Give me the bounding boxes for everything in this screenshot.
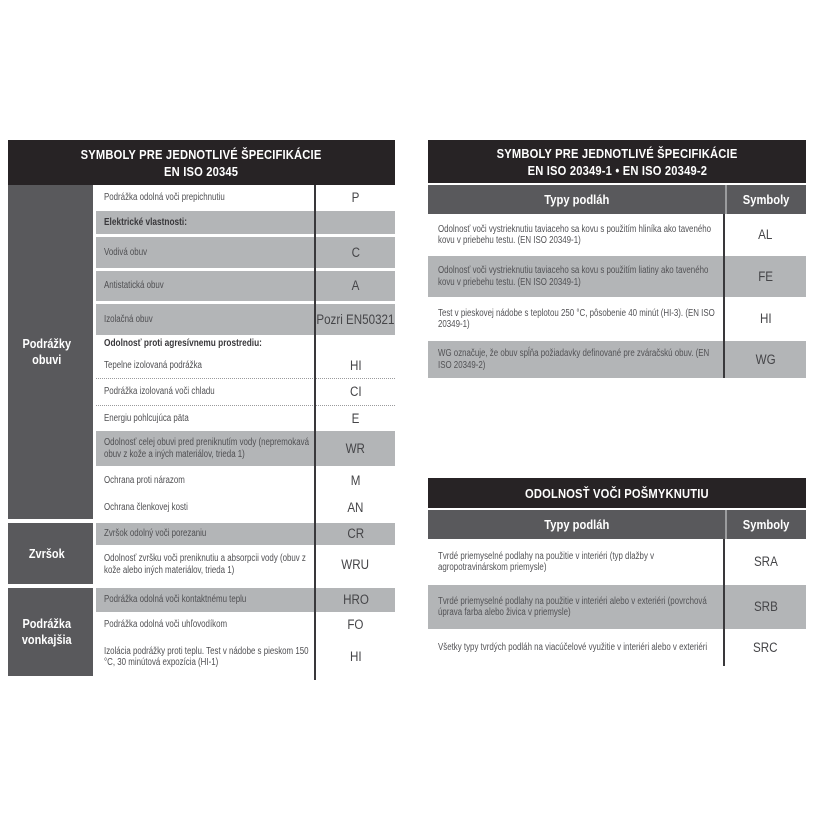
table-row bbox=[96, 185, 395, 211]
table-row bbox=[96, 237, 395, 268]
group-label: Podrážka vonkajšia bbox=[8, 588, 93, 676]
table-row bbox=[96, 638, 395, 676]
row-symbol: CI bbox=[349, 384, 362, 399]
row-desc: Podrážka odolná voči prepichnutiu bbox=[104, 192, 225, 204]
row-desc: Tepelne izolovaná podrážka bbox=[104, 359, 202, 371]
row-symbol: SRA bbox=[753, 554, 778, 569]
row-symbol: A bbox=[351, 278, 360, 293]
column-headers bbox=[428, 185, 806, 214]
row-symbol: HRO bbox=[342, 592, 369, 607]
table-title bbox=[428, 140, 806, 183]
row-symbol: HI bbox=[759, 311, 772, 326]
row-desc: Antistatická obuv bbox=[104, 280, 164, 292]
row-desc: Elektrické vlastnosti: bbox=[104, 215, 187, 228]
table-title bbox=[428, 478, 806, 508]
row-desc: Vodivá obuv bbox=[104, 246, 148, 258]
table-row bbox=[428, 256, 806, 297]
column-divider bbox=[723, 214, 725, 378]
table-row bbox=[96, 612, 395, 638]
row-desc: Energiu pohlcujúca päta bbox=[104, 412, 189, 424]
column-headers bbox=[428, 510, 806, 539]
table-row bbox=[428, 539, 806, 585]
row-desc: WG označuje, že obuv spĺňa požiadavky definované pre zváračskú obuv. (EN ISO 20349-2) bbox=[438, 348, 710, 371]
table-title-line1: ODOLNOSŤ VOČI POŠMYKNUTIU bbox=[525, 485, 709, 501]
row-symbol: FO bbox=[347, 617, 364, 632]
row-desc: Odolnosť voči vystrieknutiu taviaceho sa kovu s použitím liatiny ako taveného kovu v priebehu testu. (EN ISO 20349-1) bbox=[438, 265, 709, 288]
col-header-types: Typy podláh bbox=[543, 517, 610, 532]
group-zvrsok bbox=[8, 523, 395, 584]
table-title-line2: EN ISO 20349-1 • EN ISO 20349-2 bbox=[527, 162, 707, 178]
table-title bbox=[8, 140, 395, 185]
row-symbol: SRB bbox=[753, 599, 778, 614]
table-row bbox=[96, 379, 395, 406]
row-desc: Podrážka izolovaná voči chladu bbox=[104, 386, 215, 398]
row-symbol: WR bbox=[345, 440, 366, 456]
table-row bbox=[428, 629, 806, 666]
col-header-symbols: Symboly bbox=[725, 185, 806, 214]
col-header-types: Typy podláh bbox=[543, 192, 610, 207]
spec-table-en-iso-20349 bbox=[428, 140, 806, 378]
row-desc: Odolnosť proti agresívnemu prostrediu: bbox=[104, 337, 262, 350]
row-desc: Odolnosť zvršku voči preniknutiu a absorpcii vody (obuv z kože alebo iných materiálov, trieda 1) bbox=[104, 553, 306, 576]
row-desc: Odolnosť voči vystrieknutiu taviaceho sa kovu s použitím hliníka ako taveného kovu v priebehu testu. (EN ISO 20349-1) bbox=[438, 223, 712, 246]
table-row bbox=[96, 335, 395, 353]
row-symbol: SRC bbox=[753, 639, 778, 655]
row-symbol: HI bbox=[349, 357, 362, 373]
row-desc: Podrážka odolná voči kontaktnému teplu bbox=[104, 594, 247, 606]
table-row bbox=[96, 304, 395, 335]
row-desc: Všetky typy tvrdých podláh na viacúčelové využitie v interiéri alebo v exteriéri bbox=[438, 641, 708, 653]
table-row bbox=[96, 545, 395, 584]
table-row bbox=[96, 496, 395, 519]
row-desc: Ochrana členkovej kosti bbox=[104, 501, 188, 513]
row-symbol: HI bbox=[349, 649, 362, 664]
row-desc: Tvrdé priemyselné podlahy na použitie v interiéri alebo v exteriéri (povrchová úprava farba alebo živica v priemysle) bbox=[438, 595, 707, 618]
row-symbol: E bbox=[351, 410, 360, 426]
table-row bbox=[96, 523, 395, 545]
row-desc: Test v pieskovej nádobe s teplotou 250 °C, pôsobenie 40 minút (HI-3). (EN ISO 20349-1) bbox=[438, 307, 715, 330]
table-row bbox=[428, 341, 806, 378]
column-divider bbox=[723, 539, 725, 666]
group-podrazka-vonkajsia bbox=[8, 588, 395, 676]
slip-resistance-table bbox=[428, 478, 806, 666]
row-symbol: AL bbox=[758, 227, 773, 242]
row-symbol: CR bbox=[347, 526, 364, 541]
table-row bbox=[96, 271, 395, 301]
row-desc: Ochrana proti nárazom bbox=[104, 475, 185, 487]
group-podrazky-obuvi bbox=[8, 185, 395, 519]
row-symbol: C bbox=[351, 244, 360, 260]
table-row bbox=[96, 353, 395, 379]
table-row bbox=[428, 297, 806, 341]
col-header-symbols: Symboly bbox=[725, 510, 806, 539]
column-divider bbox=[314, 185, 316, 680]
row-symbol: P bbox=[351, 190, 360, 205]
row-symbol: WG bbox=[755, 351, 776, 367]
row-symbol: Pozri EN50321 bbox=[316, 311, 395, 327]
table-row bbox=[96, 211, 395, 234]
table-row bbox=[96, 406, 395, 431]
table-row bbox=[96, 588, 395, 612]
row-desc: Izolácia podrážky proti teplu. Test v nádobe s pieskom 150 °C, 30 minútová expozícia (HI-1) bbox=[104, 645, 309, 668]
row-desc: Podrážka odolná voči uhľovodíkom bbox=[104, 619, 228, 631]
group-label: Zvršok bbox=[8, 523, 93, 584]
spec-table-en-iso-20345 bbox=[8, 140, 395, 680]
group-label: Podrážky obuvi bbox=[8, 185, 93, 519]
row-desc: Izolačná obuv bbox=[104, 313, 153, 325]
table-title-line1: SYMBOLY PRE JEDNOTLIVÉ ŠPECIFIKÁCIE bbox=[496, 145, 738, 161]
table-title-line1: SYMBOLY PRE JEDNOTLIVÉ ŠPECIFIKÁCIE bbox=[81, 146, 322, 162]
row-desc: Zvršok odolný voči porezaniu bbox=[104, 528, 207, 540]
row-symbol: WRU bbox=[341, 556, 370, 572]
row-symbol: AN bbox=[347, 499, 364, 515]
table-title-line2: EN ISO 20345 bbox=[164, 163, 239, 179]
row-desc: Tvrdé priemyselné podlahy na použitie v interiéri (typ dlažby v agropotravinárskom priemysle) bbox=[438, 550, 655, 573]
row-symbol: M bbox=[350, 473, 361, 488]
table-row bbox=[96, 466, 395, 496]
table-row bbox=[428, 214, 806, 256]
table-row bbox=[96, 431, 395, 466]
row-desc: Odolnosť celej obuvi pred preniknutím vody (nepremokavá obuv z kože a iných materiálov, trieda 1) bbox=[104, 437, 309, 460]
row-symbol: FE bbox=[758, 268, 773, 284]
table-row bbox=[428, 585, 806, 629]
